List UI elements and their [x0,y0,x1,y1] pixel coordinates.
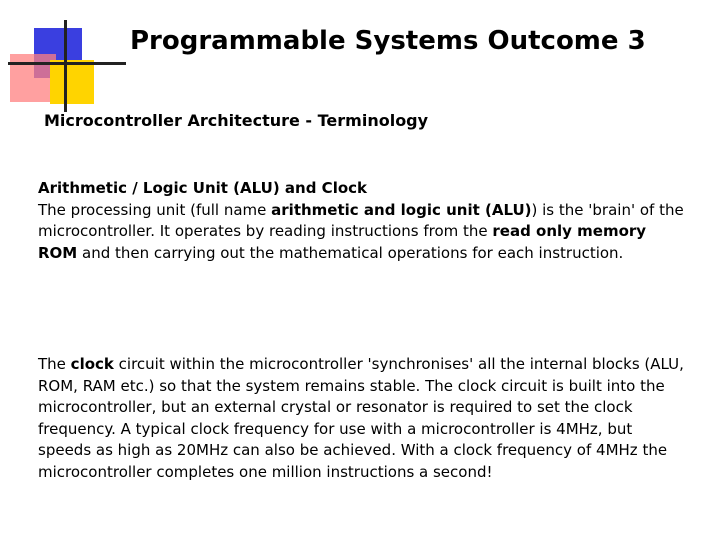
clock-term: clock [70,355,114,373]
alu-heading: Arithmetic / Logic Unit (ALU) and Clock [38,179,368,197]
alu-text-1: The processing unit (full name [38,200,272,219]
decorative-yellow-square [50,60,94,104]
clock-text-1: The [38,355,71,373]
slide-title: Programmable Systems Outcome 3 [130,26,646,56]
alu-term-alu: arithmetic and logic unit (ALU) [271,200,532,219]
clock-paragraph [38,354,684,483]
alu-paragraph [38,178,684,264]
decorative-vertical-line [64,20,67,112]
alu-term-rom: read only memory ROM [38,222,647,262]
alu-text-2: ) is the 'brain' of the microcontroller. It operates by reading instructions from the [38,200,684,240]
clock-text-2: circuit within the microcontroller 'synchronises' all the internal blocks (ALU, ROM, RAM etc.) so that the system remains stable. The clock circuit is built into the microcontroller, but an external crystal or resonator is required to set the clock frequency. A typical clock frequency for use with a microcontroller is 4MHz, but speeds as high as 20MHz can also be achieved. With a clock frequency of 4MHz the microcontroller completes one million instructions a second! [38,355,684,481]
slide-subtitle: Microcontroller Architecture - Terminology [44,111,429,130]
alu-text-3: and then carrying out the mathematical operations for each instruction. [77,243,624,262]
decorative-horizontal-line [8,62,126,65]
